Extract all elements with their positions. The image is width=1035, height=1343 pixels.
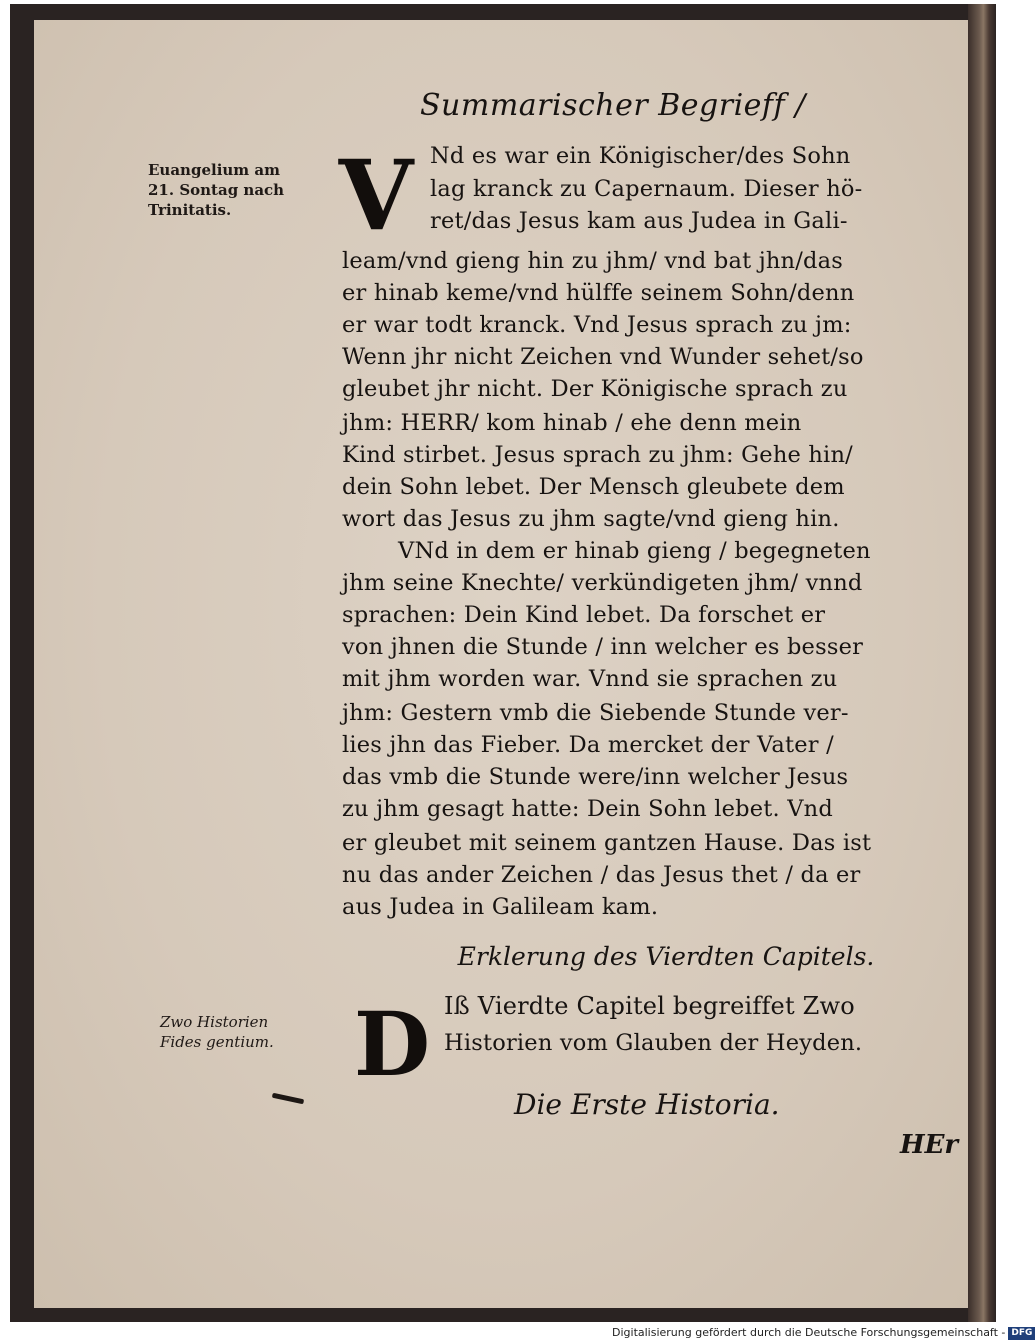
margin-note-line: Trinitatis. bbox=[148, 201, 232, 219]
text-line: Kind stirbet. Jesus sprach zu jhm: Gehe hin/ bbox=[342, 442, 853, 468]
text-line: jhm: HERR/ kom hinab / ehe denn mein bbox=[342, 410, 802, 436]
text-line: leam/vnd gieng hin zu jhm/ vnd bat jhn/das bbox=[342, 248, 843, 274]
digitization-footer bbox=[612, 1325, 1033, 1341]
margin-note-line: 21. Sontag nach bbox=[148, 181, 285, 199]
text-line: Iß Vierdte Capitel begreiffet Zwo bbox=[444, 992, 855, 1020]
text-line: das vmb die Stunde were/inn welcher Jesus bbox=[342, 764, 849, 790]
text-line: von jhnen die Stunde / inn welcher es besser bbox=[342, 634, 864, 660]
text-line: Nd es war ein Königischer/des Sohn bbox=[430, 143, 851, 169]
page-heading: Summarischer Begrieff / bbox=[420, 88, 806, 123]
text-line: er war todt kranck. Vnd Jesus sprach zu jm: bbox=[342, 312, 852, 338]
text-line: sprachen: Dein Kind lebet. Da forschet er bbox=[342, 602, 826, 628]
margin-note-line: Zwo Historien bbox=[160, 1013, 269, 1031]
dfg-logo: DFG bbox=[1008, 1327, 1035, 1340]
text-line: gleubet jhr nicht. Der Königische sprach zu bbox=[342, 376, 848, 402]
catchword: HEr bbox=[900, 1130, 959, 1160]
text-line: er gleubet mit seinem gantzen Hause. Das ist bbox=[342, 830, 872, 856]
text-line: nu das ander Zeichen / das Jesus thet / da er bbox=[342, 862, 861, 888]
text-line: er hinab keme/vnd hülffe seinem Sohn/denn bbox=[342, 280, 855, 306]
text-line: zu jhm gesagt hatte: Dein Sohn lebet. Vnd bbox=[342, 796, 833, 822]
decorated-initial-d: D bbox=[353, 992, 431, 1096]
text-line: aus Judea in Galileam kam. bbox=[342, 894, 659, 920]
text-line: dein Sohn lebet. Der Mensch gleubete dem bbox=[342, 474, 845, 500]
decorated-initial-v: V bbox=[338, 139, 414, 252]
text-line: mit jhm worden war. Vnnd sie sprachen zu bbox=[342, 666, 838, 692]
text-line: Historien vom Glauben der Heyden. bbox=[444, 1030, 863, 1056]
text-line: lies jhn das Fieber. Da mercket der Vater / bbox=[342, 732, 834, 758]
text-line: VNd in dem er hinab gieng / begegneten bbox=[398, 538, 871, 564]
footer-text: Digitalisierung gefördert durch die Deutsche Forschungsgemeinschaft - bbox=[612, 1326, 1006, 1339]
text-line: jhm: Gestern vmb die Siebende Stunde ver- bbox=[342, 700, 849, 726]
text-line: lag kranck zu Capernaum. Dieser hö- bbox=[430, 176, 863, 202]
margin-note-historien bbox=[160, 1012, 320, 1052]
margin-note-gospel bbox=[148, 160, 318, 220]
margin-note-line: Euangelium am bbox=[148, 161, 280, 179]
margin-note-line: Fides gentium. bbox=[160, 1033, 274, 1051]
text-line: jhm seine Knechte/ verkündigeten jhm/ vnnd bbox=[342, 570, 863, 596]
book-spine-edge bbox=[968, 4, 996, 1322]
text-line: ret/das Jesus kam aus Judea in Gali- bbox=[430, 208, 848, 234]
historia-heading: Die Erste Historia. bbox=[514, 1088, 780, 1121]
text-line: Wenn jhr nicht Zeichen vnd Wunder sehet/so bbox=[342, 344, 864, 370]
text-line: wort das Jesus zu jhm sagte/vnd gieng hin. bbox=[342, 506, 840, 532]
section-heading: Erklerung des Vierdten Capitels. bbox=[457, 942, 875, 971]
